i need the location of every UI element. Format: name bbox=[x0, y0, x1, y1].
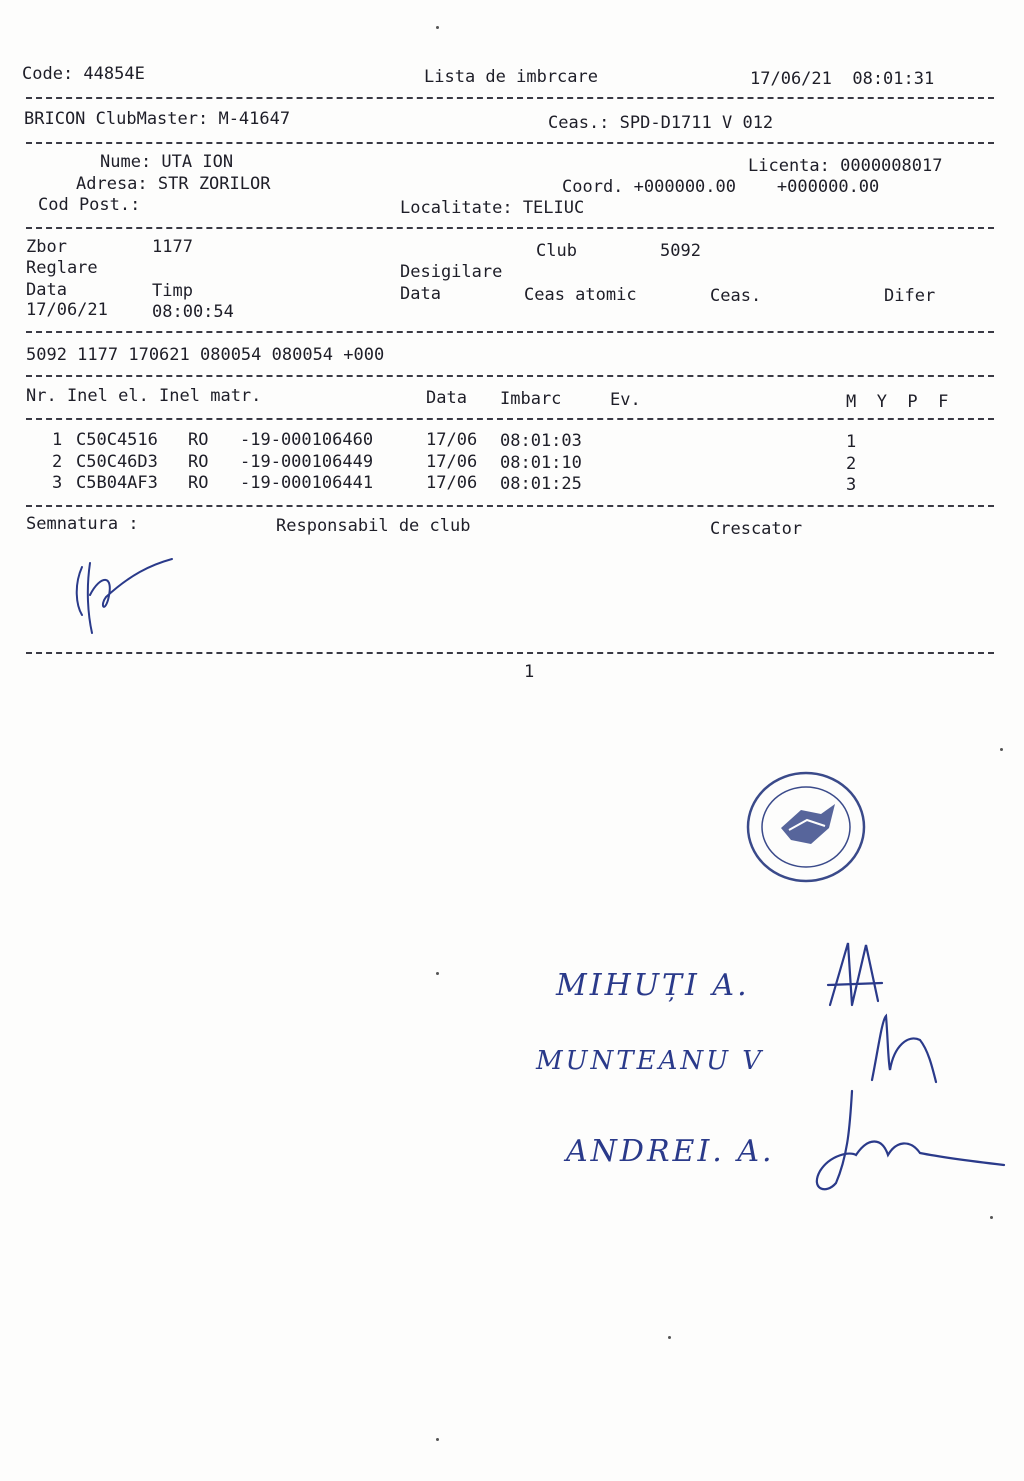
speck bbox=[436, 26, 439, 29]
row-country: RO bbox=[188, 473, 209, 493]
reglare-time: 08:00:54 bbox=[152, 302, 234, 322]
divider bbox=[26, 505, 994, 507]
signature-scribble bbox=[60, 545, 180, 640]
owner-address: Adresa: STR ZORILOR bbox=[76, 174, 271, 194]
handwritten-line-2: MUNTEANU V bbox=[536, 1046, 765, 1076]
speck bbox=[668, 1336, 671, 1339]
col-nr-inel-header: Nr. Inel el. Inel matr. bbox=[26, 386, 262, 406]
divider bbox=[26, 331, 994, 333]
row-inel-el: C50C4516 bbox=[76, 430, 158, 450]
club-stamp bbox=[745, 770, 867, 884]
timp-label: Timp bbox=[152, 281, 193, 301]
row-inel-matr: -19-000106460 bbox=[240, 430, 374, 450]
row-m: 1 bbox=[846, 432, 857, 452]
reglare-label: Reglare bbox=[26, 258, 98, 278]
license-number: Licenta: 0000008017 bbox=[748, 156, 943, 176]
speck bbox=[436, 972, 439, 975]
row-imbarc: 08:01:25 bbox=[500, 474, 582, 494]
row-nr: 1 bbox=[52, 430, 63, 450]
reglare-date: 17/06/21 bbox=[26, 300, 108, 320]
locality: Localitate: TELIUC bbox=[400, 198, 585, 218]
table-row bbox=[0, 452, 1024, 474]
row-data: 17/06 bbox=[426, 473, 478, 493]
col-mypf-header: M Y P F bbox=[846, 392, 949, 412]
postcode: Cod Post.: bbox=[38, 195, 141, 215]
club-value: 5092 bbox=[660, 241, 701, 261]
clock-id: Ceas.: SPD-D1711 V 012 bbox=[548, 113, 774, 133]
divider bbox=[26, 418, 994, 420]
owner-name: Nume: UTA ION bbox=[100, 152, 234, 172]
row-nr: 3 bbox=[52, 473, 63, 493]
row-imbarc: 08:01:03 bbox=[500, 431, 582, 451]
crescator-label: Crescator bbox=[710, 519, 803, 539]
row-country: RO bbox=[188, 430, 209, 450]
ceas-label: Ceas. bbox=[710, 286, 762, 306]
col-imbarc-header: Imbarc bbox=[500, 389, 562, 409]
table-row bbox=[0, 473, 1024, 495]
handwritten-line-3: ANDREI. A. bbox=[566, 1134, 775, 1169]
zbor-label: Zbor bbox=[26, 237, 67, 257]
page-number: 1 bbox=[524, 662, 535, 682]
row-country: RO bbox=[188, 452, 209, 472]
semnatura-label: Semnatura : bbox=[26, 514, 139, 534]
coordinates: Coord. +000000.00 +000000.00 bbox=[562, 177, 880, 197]
col-data-header: Data bbox=[426, 388, 467, 408]
document-title: Lista de imbrcare bbox=[424, 67, 598, 87]
responsabil-label: Responsabil de club bbox=[276, 516, 471, 536]
code-line: 5092 1177 170621 080054 080054 +000 bbox=[26, 345, 385, 365]
divider bbox=[26, 375, 994, 377]
document-code: Code: 44854E bbox=[22, 64, 145, 84]
handwritten-line-1: MIHUȚI A. bbox=[556, 968, 750, 1003]
table-row bbox=[0, 430, 1024, 452]
speck bbox=[436, 1438, 439, 1441]
handwritten-signature-3 bbox=[790, 1085, 1010, 1205]
speck bbox=[990, 1216, 993, 1219]
club-label: Club bbox=[536, 241, 577, 261]
row-m: 2 bbox=[846, 454, 857, 474]
row-nr: 2 bbox=[52, 452, 63, 472]
row-imbarc: 08:01:10 bbox=[500, 453, 582, 473]
row-data: 17/06 bbox=[426, 430, 478, 450]
handwritten-signature-1 bbox=[820, 935, 890, 1015]
row-inel-el: C50C46D3 bbox=[76, 452, 158, 472]
divider bbox=[26, 652, 994, 654]
divider bbox=[26, 227, 994, 229]
desigilare-data-label: Data bbox=[400, 284, 441, 304]
difer-label: Difer bbox=[884, 286, 936, 306]
divider bbox=[26, 97, 994, 99]
row-inel-matr: -19-000106441 bbox=[240, 473, 374, 493]
clubmaster-id: BRICON ClubMaster: M-41647 bbox=[24, 109, 291, 129]
speck bbox=[1000, 748, 1003, 751]
data-label: Data bbox=[26, 280, 67, 300]
row-inel-el: C5B04AF3 bbox=[76, 473, 158, 493]
desigilare-label: Desigilare bbox=[400, 262, 503, 282]
row-data: 17/06 bbox=[426, 452, 478, 472]
ceas-atomic-label: Ceas atomic bbox=[524, 285, 637, 305]
zbor-value: 1177 bbox=[152, 237, 193, 257]
col-ev-header: Ev. bbox=[610, 390, 641, 410]
row-m: 3 bbox=[846, 475, 857, 495]
handwritten-signature-2 bbox=[858, 1010, 948, 1090]
divider bbox=[26, 142, 994, 144]
print-datetime: 17/06/21 08:01:31 bbox=[750, 69, 935, 89]
row-inel-matr: -19-000106449 bbox=[240, 452, 374, 472]
